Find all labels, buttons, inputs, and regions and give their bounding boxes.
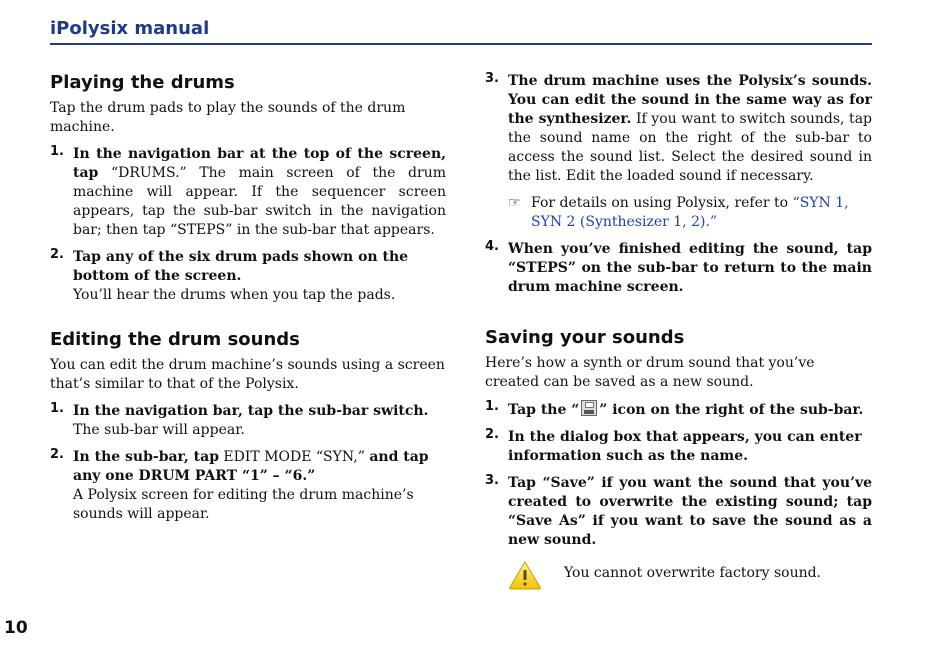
list-item — [485, 428, 872, 466]
step-instruction: Tap “Save” if you want the sound that you’ve created to overwrite the existing sound; tap “Save As” if you want to save the sound as a new sound. — [508, 475, 872, 548]
step-number: 2. — [50, 447, 64, 462]
page-number: 10 — [4, 618, 28, 638]
save-icon — [581, 400, 597, 416]
reference-note — [508, 194, 872, 232]
step-instruction: In the navigation bar, tap the sub-bar switch. — [73, 403, 429, 419]
step-instruction: Tap any of the six drum pads shown on the bottom of the screen. — [73, 249, 409, 284]
step-instruction-tail: and tap any one DRUM PART “1” – “6.” — [73, 449, 429, 484]
list-item — [50, 402, 446, 440]
list-item — [50, 448, 446, 524]
list-item — [50, 145, 446, 240]
right-column — [485, 72, 872, 590]
step-instruction: Tap the “ — [508, 402, 580, 418]
step-instruction: The drum machine uses the Polysix’s sounds. You can edit the sound in the same way as for the synthesizer. — [508, 73, 872, 127]
step-number: 1. — [485, 399, 499, 414]
reference-link[interactable]: “SYN 1, SYN 2 (Synthesizer 1, 2).” — [531, 195, 849, 230]
step-number: 3. — [485, 473, 499, 488]
step-detail: The sub-bar will appear. — [73, 422, 245, 438]
step-instruction: When you’ve finished editing the sound, tap “STEPS” on the sub-bar to return to the main drum machine screen. — [508, 241, 872, 295]
step-detail: “DRUMS.” The main screen of the drum machine will appear. If the sequencer screen appears, tap the sub-bar switch in the navigation bar; then tap “STEPS” in the sub-bar that appears. — [73, 165, 446, 238]
pointing-hand-icon: ☞ — [508, 195, 521, 211]
step-detail: If you want to switch sounds, tap the sound name on the right of the sub-bar to access the sound list. Select the desired sound in the list. Edit the loaded sound if necessary. — [508, 111, 872, 184]
step-instruction-tail: ” icon on the right of the sub-bar. — [599, 402, 864, 418]
step-detail: A Polysix screen for editing the drum machine’s sounds will appear. — [73, 487, 414, 522]
list-item — [485, 474, 872, 550]
step-instruction: In the dialog box that appears, you can enter information such as the name. — [508, 429, 862, 464]
section-intro-playing: Tap the drum pads to play the sounds of the drum machine. — [50, 100, 406, 135]
section-intro-saving: Here’s how a synth or drum sound that you’ve created can be saved as a new sound. — [485, 355, 815, 390]
step-instruction: In the navigation bar at the top of the screen, tap — [73, 146, 446, 181]
step-detail: You’ll hear the drums when you tap the pads. — [73, 287, 396, 303]
section-title-editing: Editing the drum sounds — [50, 329, 300, 350]
manual-title: iPolysix manual — [50, 18, 210, 39]
warning-note — [508, 564, 872, 590]
step-number: 1. — [50, 144, 64, 159]
warning-icon — [508, 560, 542, 590]
step-instruction-plain: EDIT MODE “SYN,” — [218, 449, 370, 465]
list-item — [50, 248, 446, 305]
note-text: For details on using Polysix, refer to — [531, 195, 793, 211]
left-column — [50, 72, 446, 532]
step-number: 3. — [485, 71, 499, 86]
step-number: 2. — [485, 427, 499, 442]
step-number: 1. — [50, 401, 64, 416]
warning-text: You cannot overwrite factory sound. — [564, 565, 822, 581]
step-instruction: In the sub-bar, tap — [73, 449, 219, 465]
step-number: 2. — [50, 247, 64, 262]
list-item — [485, 400, 872, 420]
section-intro-editing: You can edit the drum machine’s sounds using a screen that’s similar to that of the Polysix. — [50, 357, 445, 392]
step-number: 4. — [485, 239, 499, 254]
section-title-saving: Saving your sounds — [485, 327, 685, 348]
list-item — [485, 72, 872, 186]
section-title-playing: Playing the drums — [50, 72, 235, 93]
header-divider — [50, 43, 872, 45]
list-item — [485, 240, 872, 297]
